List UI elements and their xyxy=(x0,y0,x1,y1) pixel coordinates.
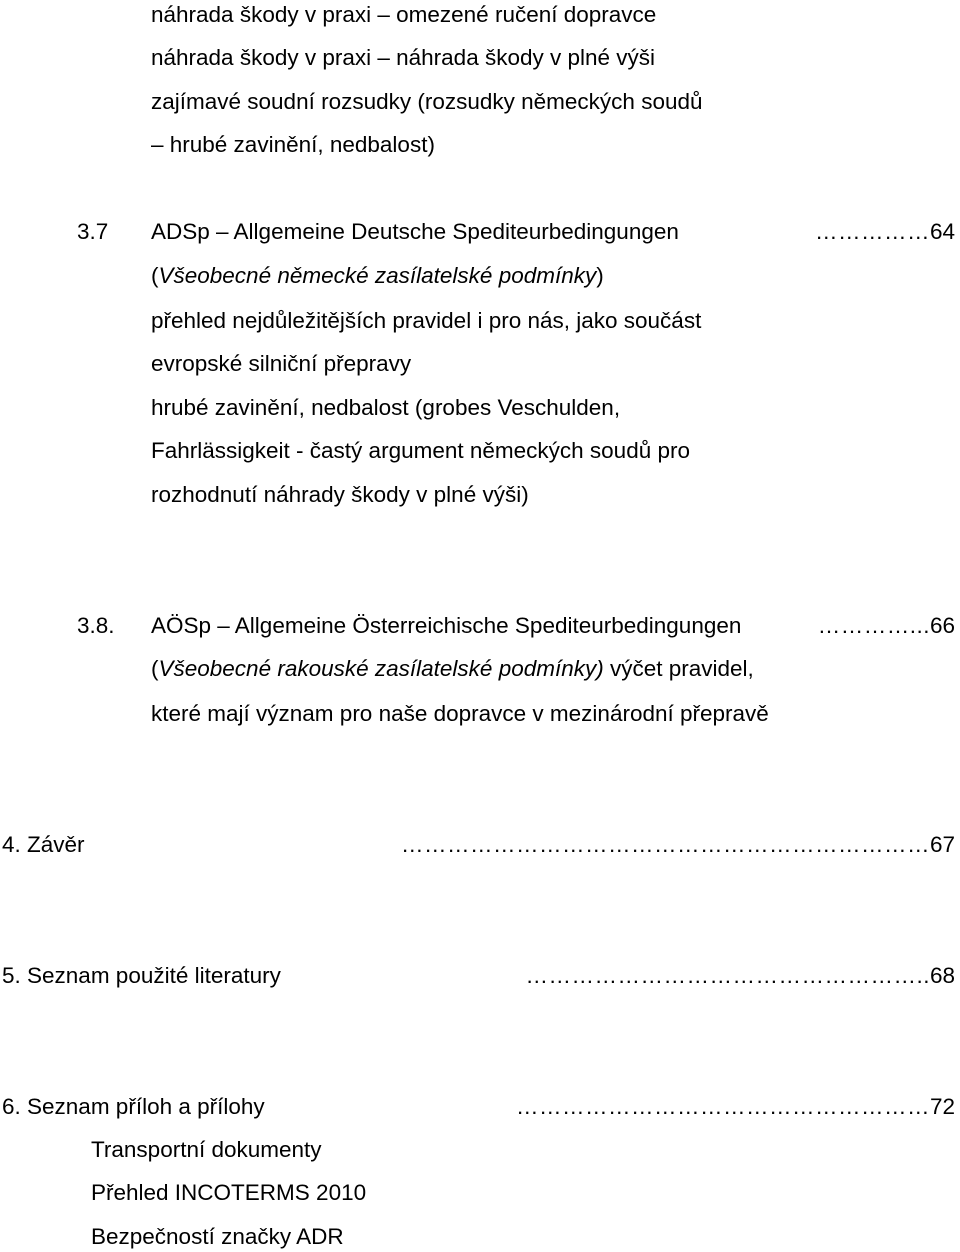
toc-subitem: – hrubé zavinění, nedbalost) xyxy=(151,132,435,157)
toc-subtitle xyxy=(151,658,754,681)
toc-entry-title: AÖSp – Allgemeine Österreichische Spediteurbedingungen xyxy=(151,613,742,638)
toc-subitem: Fahrlässigkeit - častý argument německých soudů pro xyxy=(151,438,690,463)
paren-open: ( xyxy=(151,656,159,681)
toc-leader: …………………………………………………………… xyxy=(400,834,930,857)
toc-page-number: 66 xyxy=(929,613,955,638)
toc-entry-4 xyxy=(2,834,955,857)
toc-section-number: 3.7 xyxy=(77,219,109,244)
toc-page-number: 68 xyxy=(929,963,955,988)
toc-entry-title: 5. Seznam použité literatury xyxy=(2,963,281,988)
toc-leader: …………... xyxy=(817,615,930,638)
toc-subitem: Přehled INCOTERMS 2010 xyxy=(91,1180,367,1205)
toc-subitem: náhrada škody v praxi – omezené ručení dopravce xyxy=(151,2,657,27)
toc-subitem: které mají význam pro naše dopravce v mezinárodní přepravě xyxy=(151,701,769,726)
toc-entry-3-7 xyxy=(151,221,955,244)
toc-section-number: 3.8. xyxy=(77,613,115,638)
toc-entry-title: ADSp – Allgemeine Deutsche Spediteurbedingungen xyxy=(151,219,679,244)
toc-subitem: Transportní dokumenty xyxy=(91,1137,322,1162)
toc-page-number: 64 xyxy=(929,219,955,244)
toc-subitem: hrubé zavinění, nedbalost (grobes Veschulden, xyxy=(151,395,621,420)
subtitle-rest: výčet pravidel, xyxy=(603,656,754,681)
subtitle-italic: Všeobecné rakouské zasílatelské podmínky) xyxy=(158,656,604,681)
toc-subitem: přehled nejdůležitějších pravidel i pro nás, jako součást xyxy=(151,308,702,333)
toc-subitem: rozhodnutí náhrady škody v plné výši) xyxy=(151,482,529,507)
toc-subitem: Bezpečností značky ADR xyxy=(91,1224,344,1249)
toc-subitem: náhrada škody v praxi – náhrada škody v plné výši xyxy=(151,45,656,70)
toc-entry-title: 4. Závěr xyxy=(2,832,85,857)
paren-close: ) xyxy=(596,263,604,288)
toc-entry-title: 6. Seznam příloh a přílohy xyxy=(2,1094,265,1119)
toc-page-number: 67 xyxy=(929,832,955,857)
toc-entry-3-8 xyxy=(151,615,955,638)
toc-page-number: 72 xyxy=(929,1094,955,1119)
paren-open: ( xyxy=(151,263,159,288)
toc-leader: …………………………………………….. xyxy=(525,965,930,988)
toc-leader: …………… xyxy=(814,221,930,244)
toc-leader: ……………………………………………… xyxy=(515,1096,930,1119)
subtitle-italic: Všeobecné německé zasílatelské podmínky xyxy=(158,263,597,288)
toc-subitem: zajímavé soudní rozsudky (rozsudky německých soudů xyxy=(151,89,703,114)
toc-subitem: evropské silniční přepravy xyxy=(151,351,412,376)
toc-entry-6 xyxy=(2,1096,955,1119)
toc-subtitle xyxy=(151,265,604,288)
toc-entry-5 xyxy=(2,965,955,988)
